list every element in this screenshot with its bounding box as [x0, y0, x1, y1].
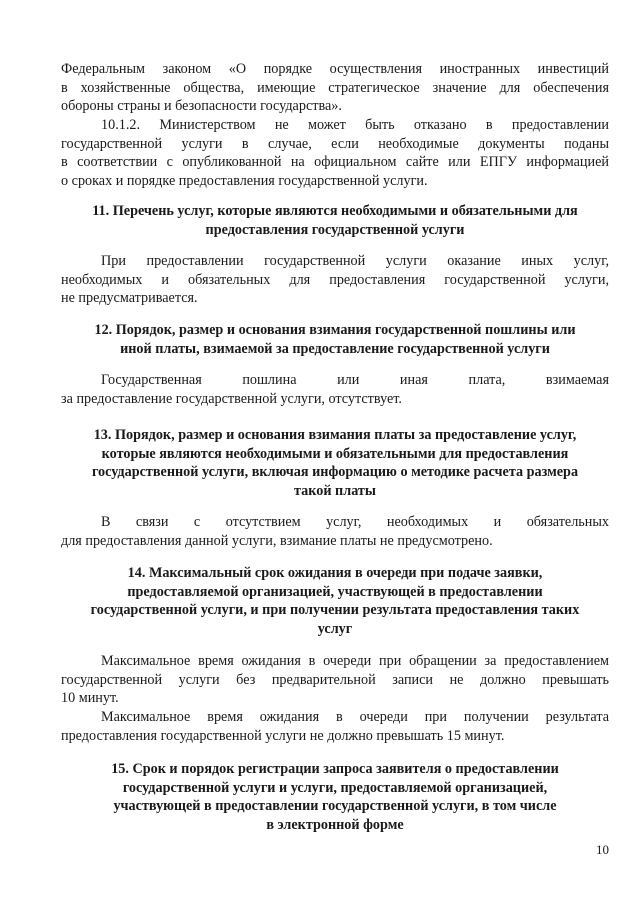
- heading-line: государственной услуги и услуги, предоставляемой организацией,: [122, 779, 548, 796]
- text-line: для предоставления данной услуги, взимание платы не предусмотрено.: [61, 532, 493, 549]
- section-13-body: [61, 513, 609, 550]
- section-15-heading: [61, 760, 609, 834]
- heading-line: такой платы: [294, 482, 376, 499]
- section-14-paragraph-2: [61, 708, 609, 745]
- text-line: 10 минут.: [61, 690, 119, 707]
- text-line: о сроках и порядке предоставления государственной услуги.: [61, 172, 428, 189]
- heading-line: в электронной форме: [266, 816, 404, 833]
- text-line: Максимальное время ожидания в очереди при обращении за предоставлением: [101, 653, 609, 669]
- section-14-paragraph-1: [61, 652, 609, 708]
- heading-line: 11. Перечень услуг, которые являются необходимыми и обязательными для: [92, 203, 578, 219]
- text-line: предоставления государственной услуги не должно превышать 15 минут.: [61, 727, 505, 744]
- intro-paragraph: [61, 60, 609, 116]
- heading-line: 15. Срок и порядок регистрации запроса заявителя о предоставлении: [111, 761, 559, 777]
- section-13-heading: [61, 426, 609, 500]
- text-line: за предоставление государственной услуги, отсутствует.: [61, 390, 402, 407]
- section-12-body: [61, 371, 609, 408]
- text-line: Федеральным законом «О порядке осуществления иностранных инвестиций: [61, 61, 609, 77]
- heading-line: иной платы, взимаемой за предоставление государственной услуги: [120, 340, 550, 357]
- text-line: не предусматривается.: [61, 290, 198, 307]
- section-11-heading: [61, 202, 609, 239]
- text-line: необходимых и обязательных для предоставления государственной услуги,: [61, 271, 609, 288]
- text-line: Максимальное время ожидания в очереди при получении результата: [101, 709, 609, 725]
- text-line: в соответствии с опубликованной на официальном сайте или ЕПГУ информацией: [61, 154, 609, 171]
- section-12-heading: [61, 321, 609, 358]
- text-line: обороны страны и безопасности государства».: [61, 98, 342, 115]
- section-14-heading: [61, 564, 609, 638]
- section-11-body: [61, 252, 609, 308]
- text-line: 10.1.2. Министерством не может быть отказано в предоставлении: [101, 117, 609, 133]
- text-line: государственной услуги в случае, если необходимые документы поданы: [61, 135, 609, 152]
- heading-line: 14. Максимальный срок ожидания в очереди при подаче заявки,: [127, 565, 543, 581]
- heading-line: услуг: [317, 620, 353, 637]
- text-line: Государственная пошлина или иная плата, взимаемая: [101, 372, 609, 388]
- heading-line: предоставления государственной услуги: [205, 221, 465, 238]
- text-line: При предоставлении государственной услуги оказание иных услуг,: [101, 253, 609, 269]
- heading-line: которые являются необходимыми и обязательными для предоставления: [101, 445, 569, 462]
- heading-line: государственной услуги, включая информацию о методике расчета размера: [91, 464, 579, 481]
- text-line: в хозяйственные общества, имеющие стратегическое значение для обеспечения: [61, 79, 609, 96]
- heading-line: 12. Порядок, размер и основания взимания государственной пошлины или: [94, 322, 576, 338]
- page-number: 10: [596, 842, 609, 857]
- heading-line: 13. Порядок, размер и основания взимания платы за предоставление услуг,: [93, 427, 577, 443]
- clause-10-1-2: [61, 116, 609, 190]
- heading-line: государственной услуги, и при получении результата предоставления таких: [90, 602, 580, 619]
- heading-line: предоставляемой организацией, участвующей в предоставлении: [127, 583, 543, 600]
- text-line: В связи с отсутствием услуг, необходимых и обязательных: [101, 514, 609, 530]
- heading-line: участвующей в предоставлении государственной услуги, в том числе: [113, 798, 557, 815]
- text-line: государственной услуги без предварительной записи не должно превышать: [61, 671, 609, 688]
